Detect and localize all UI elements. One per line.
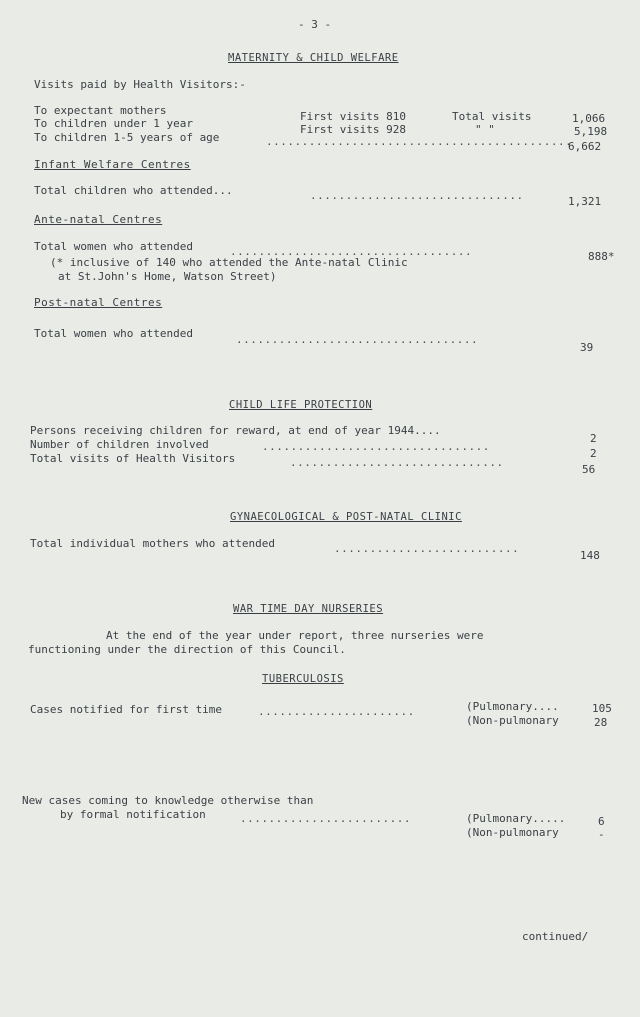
section-title-infant-welfare: Infant Welfare Centres — [34, 158, 191, 171]
tb-new-nonpulmonary-label: (Non-pulmonary — [466, 826, 559, 839]
row-expectant-total-value: 1,066 — [572, 112, 606, 125]
childlife-row2-label: Number of children involved — [30, 438, 209, 451]
antenatal-note-line1: (* inclusive of 140 who attended the Ante-natal Clinic — [50, 256, 408, 269]
leader-dots: .............................. — [290, 456, 504, 469]
leader-dots: ................................ — [262, 440, 490, 453]
childlife-row3-value: 56 — [582, 463, 596, 476]
childlife-row1-value: 2 — [590, 432, 597, 445]
row-under1-total-value: 5,198 — [574, 125, 608, 138]
tb-new-pulmonary-value: 6 — [598, 815, 605, 828]
row-expectant-first-visits: First visits 810 — [300, 110, 406, 123]
tb-notified-nonpulmonary-label: (Non-pulmonary — [466, 714, 559, 727]
childlife-row2-value: 2 — [590, 447, 597, 460]
section-title-tuberculosis: TUBERCULOSIS — [262, 673, 344, 685]
tb-notified-pulmonary-value: 105 — [592, 702, 612, 715]
section-title-child-life: CHILD LIFE PROTECTION — [229, 399, 373, 411]
leader-dots: .................................. — [230, 245, 473, 258]
section-title-antenatal: Ante-natal Centres — [34, 213, 163, 226]
tb-new-nonpulmonary-value: - — [598, 828, 605, 841]
leader-dots: .......................... — [334, 542, 520, 555]
postnatal-value: 39 — [580, 341, 594, 354]
leader-dots: ........................ — [240, 812, 411, 825]
row-under1-first-visits: First visits 928 — [300, 123, 406, 136]
leader-dots: .............................. — [310, 189, 524, 202]
postnatal-label: Total women who attended — [34, 327, 193, 340]
continued-note: continued/ — [522, 930, 589, 943]
tb-new-label-line2: by formal notification — [60, 808, 206, 821]
nurseries-text-line1: At the end of the year under report, three nurseries were — [106, 629, 484, 642]
row-under1-label: To children under 1 year — [34, 117, 193, 130]
gynae-label: Total individual mothers who attended — [30, 537, 276, 550]
nurseries-text-line2: functioning under the direction of this Council. — [28, 643, 346, 656]
row-expectant-total-label: Total visits — [452, 110, 532, 123]
tb-notified-pulmonary-label: (Pulmonary.... — [466, 700, 559, 713]
row-1to5-label: To children 1-5 years of age — [34, 131, 220, 144]
antenatal-label: Total women who attended — [34, 240, 193, 253]
gynae-value: 148 — [580, 549, 600, 562]
antenatal-value: 888* — [588, 250, 615, 263]
leader-dots: .................................. — [236, 333, 479, 346]
row-under1-ditto: " " — [475, 123, 495, 136]
infant-label: Total children who attended... — [34, 184, 233, 197]
row-1to5-value: 6,662 — [568, 140, 602, 153]
childlife-row1-label: Persons receiving children for reward, at end of year 1944.... — [30, 424, 441, 437]
tb-notified-nonpulmonary-value: 28 — [594, 716, 608, 729]
section-title-postnatal: Post-natal Centres — [34, 296, 163, 309]
tb-notified-label: Cases notified for first time — [30, 703, 223, 716]
visits-intro: Visits paid by Health Visitors:- — [34, 78, 246, 91]
childlife-row3-label: Total visits of Health Visitors — [30, 452, 236, 465]
tb-new-label-line1: New cases coming to knowledge otherwise than — [22, 794, 314, 807]
page-number: - 3 - — [298, 18, 332, 31]
section-title-gynaecological: GYNAECOLOGICAL & POST-NATAL CLINIC — [230, 511, 462, 523]
leader-dots: ........................................... — [266, 135, 573, 148]
tb-new-pulmonary-label: (Pulmonary..... — [466, 812, 566, 825]
antenatal-note-line2: at St.John's Home, Watson Street) — [58, 270, 277, 283]
section-title-maternity: MATERNITY & CHILD WELFARE — [228, 52, 399, 64]
section-title-nurseries: WAR TIME DAY NURSERIES — [233, 603, 384, 615]
infant-value: 1,321 — [568, 195, 602, 208]
leader-dots: ...................... — [258, 705, 415, 718]
row-expectant-label: To expectant mothers — [34, 104, 167, 117]
